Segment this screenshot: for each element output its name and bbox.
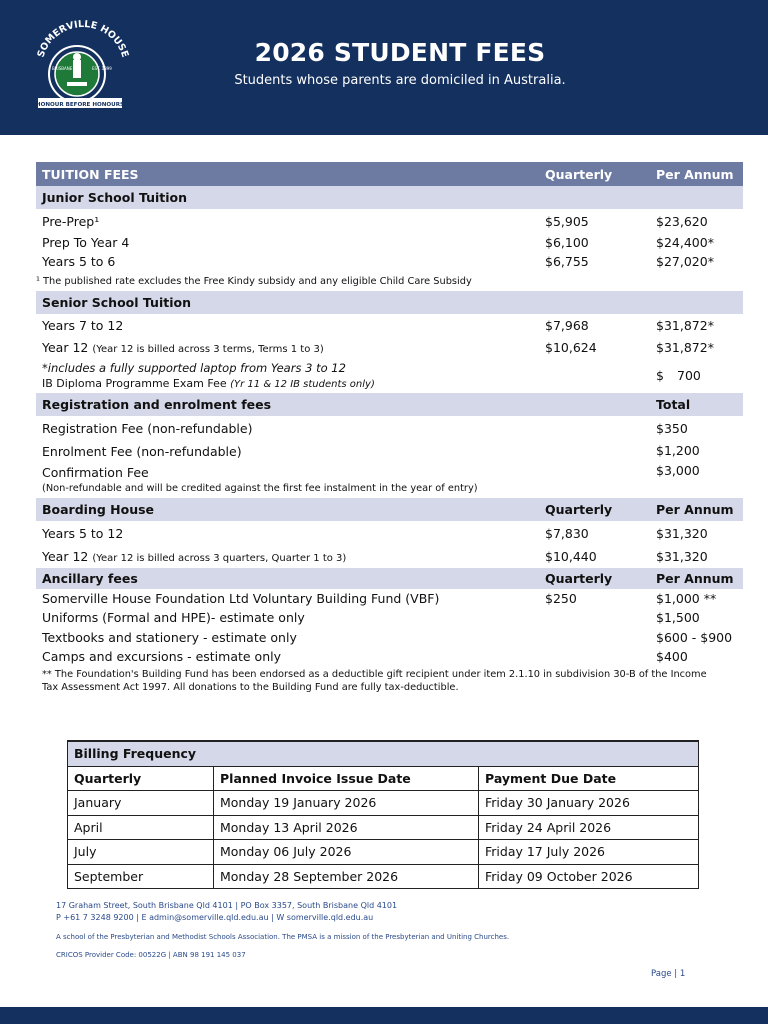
fee-annum: $24,400*: [656, 235, 714, 250]
billing-col-quarterly: Quarterly: [74, 770, 142, 786]
table-row: [68, 864, 698, 889]
section-title: Senior School Tuition: [42, 295, 191, 310]
fee-row: [36, 589, 743, 609]
billing-due-date: Friday 09 October 2026: [485, 868, 633, 884]
fee-quarterly: $6,755: [545, 254, 589, 269]
tuition-fees-heading: TUITION FEES: [42, 167, 139, 182]
fee-quarterly: $5,905: [545, 214, 589, 229]
fee-row: [36, 648, 743, 668]
fee-label: Pre-Prep¹: [42, 214, 100, 229]
fee-quarterly: $6,100: [545, 235, 589, 250]
fee-label: Years 5 to 6: [42, 254, 116, 269]
billing-due-date: Friday 30 January 2026: [485, 795, 630, 810]
fee-label-main: Year 12: [42, 340, 89, 355]
laptop-note: *includes a fully supported laptop from Years 3 to 12: [42, 361, 346, 375]
billing-issue-date: Monday 13 April 2026: [220, 819, 358, 835]
ib-row: [36, 358, 743, 393]
fee-row: [36, 232, 743, 252]
fee-quarterly: $7,968: [545, 318, 589, 333]
billing-issue-date: Monday 06 July 2026: [220, 844, 352, 859]
ib-label-detail: (Yr 11 & 12 IB students only): [230, 379, 375, 390]
senior-section-header: [36, 291, 743, 314]
billing-quarter: January: [74, 795, 122, 810]
section-title: Junior School Tuition: [42, 190, 188, 205]
footer-pmsa: A school of the Presbyterian and Methodist Schools Association. The PMSA is a mission of the Presbyterian and Uniting Churches.: [56, 933, 510, 941]
section-title: Boarding House: [42, 502, 155, 517]
ib-label: [42, 377, 375, 390]
ib-currency: $: [656, 368, 664, 383]
crest-top-text: SOMERVILLE HOUSE: [35, 18, 131, 59]
fee-row: [36, 209, 743, 232]
billing-quarter: April: [74, 819, 103, 835]
fee-row: [36, 629, 743, 648]
fee-annum: $31,320: [656, 549, 708, 564]
crest-ring-right: EST. 1899: [92, 66, 112, 71]
fee-row: [36, 544, 743, 568]
junior-section-header: [36, 186, 743, 209]
table-row: [68, 790, 698, 815]
billing-due-date: Friday 17 July 2026: [485, 844, 606, 859]
fee-label: Uniforms (Formal and HPE)- estimate only: [42, 610, 305, 625]
table-row: [68, 815, 698, 840]
ib-amount: 700: [677, 368, 701, 383]
note-row: [36, 668, 743, 696]
billing-due-date: Friday 24 April 2026: [485, 819, 612, 835]
billing-frequency-table: [67, 740, 699, 889]
fee-label: Prep To Year 4: [42, 235, 130, 250]
quarterly-heading: Quarterly: [545, 502, 613, 517]
table-row: [68, 839, 698, 864]
fee-label: Years 5 to 12: [42, 526, 124, 541]
fee-label: Textbooks and stationery - estimate only: [42, 630, 297, 645]
page-subtitle: Students whose parents are domiciled in Australia.: [234, 73, 566, 88]
note-row: [36, 480, 743, 498]
per-annum-heading: Per Annum: [656, 167, 734, 182]
fee-row: [36, 314, 743, 336]
fee-label: Camps and excursions - estimate only: [42, 649, 282, 664]
footer-bar: [0, 1007, 768, 1024]
section-title: Ancillary fees: [42, 571, 138, 586]
fee-label: [42, 549, 346, 564]
page-title: 2026 STUDENT FEES: [254, 38, 546, 67]
fee-label: Registration Fee (non-refundable): [42, 421, 253, 436]
footer-address: 17 Graham Street, South Brisbane Qld 4101 | PO Box 3357, South Brisbane Qld 4101: [56, 901, 398, 910]
fee-row: [36, 439, 743, 461]
per-annum-heading: Per Annum: [656, 502, 734, 517]
fee-row: [36, 521, 743, 544]
building-fund-note-line2: Tax Assessment Act 1997. All donations to the Building Fund are fully tax-deductible.: [42, 682, 459, 693]
fee-row: [36, 336, 743, 358]
crest-motto: HONOUR BEFORE HONOURS: [35, 102, 125, 108]
page-header: [0, 0, 768, 135]
billing-quarter: September: [74, 868, 144, 884]
fee-annum: $600 - $900: [656, 630, 733, 645]
fee-label-detail: (Year 12 is billed across 3 quarters, Quarter 1 to 3): [92, 553, 347, 564]
page-number: Page | 1: [651, 969, 686, 979]
fee-label: Somerville House Foundation Ltd Voluntary Building Fund (VBF): [42, 591, 440, 606]
fee-annum: $23,620: [656, 214, 708, 229]
fee-total: $350: [656, 421, 688, 436]
fee-total: $3,000: [656, 463, 700, 478]
billing-col-due-date: Payment Due Date: [485, 770, 617, 786]
footer-contact: P +61 7 3248 9200 | E admin@somerville.qld.edu.au | W somerville.qld.edu.au: [56, 913, 374, 922]
fee-quarterly: $10,624: [545, 340, 597, 355]
billing-issue-date: Monday 19 January 2026: [220, 795, 377, 810]
footer-cricos: CRICOS Provider Code: 00522G | ABN 98 191 145 037: [56, 951, 246, 959]
registration-section-header: [36, 393, 743, 416]
fees-table: [36, 162, 743, 696]
fee-row: [36, 416, 743, 439]
fee-row: [36, 461, 743, 480]
boarding-section-header: [36, 498, 743, 521]
billing-issue-date: Monday 28 September 2026: [220, 868, 399, 884]
fees-header-row: [36, 162, 743, 186]
crest-ring-left: BRISBANE: [52, 66, 73, 71]
fee-label: Years 7 to 12: [42, 318, 124, 333]
free-kindy-note: ¹ The published rate excludes the Free Kindy subsidy and any eligible Child Care Subsidy: [36, 276, 472, 287]
fee-label: [42, 340, 324, 355]
school-crest-icon: [30, 12, 136, 118]
fee-label: Enrolment Fee (non-refundable): [42, 444, 242, 459]
fee-annum: $400: [656, 649, 688, 664]
fee-label-detail: (Year 12 is billed across 3 terms, Terms 1 to 3): [92, 344, 324, 355]
section-title: Registration and enrolment fees: [42, 397, 272, 412]
billing-title-row: [68, 741, 698, 766]
billing-title: Billing Frequency: [74, 746, 197, 761]
building-fund-note-line1: ** The Foundation's Building Fund has been endorsed as a deductible gift recipient under item 2.1.10 in subdivision 30-B of the Income: [42, 669, 707, 680]
fee-annum: $1,500: [656, 610, 700, 625]
fee-quarterly: $7,830: [545, 526, 589, 541]
billing-col-issue-date: Planned Invoice Issue Date: [220, 770, 411, 786]
quarterly-heading: Quarterly: [545, 167, 613, 182]
fee-label: Confirmation Fee: [42, 465, 149, 480]
total-heading: Total: [656, 397, 691, 412]
quarterly-heading: Quarterly: [545, 571, 613, 586]
ancillary-section-header: [36, 568, 743, 589]
note-row: [36, 272, 743, 291]
fee-annum: $1,000 **: [656, 591, 717, 606]
fee-quarterly: $10,440: [545, 549, 597, 564]
fee-total: $1,200: [656, 443, 700, 458]
ib-label-main: IB Diploma Programme Exam Fee: [42, 377, 227, 390]
fee-row: [36, 252, 743, 272]
confirmation-note: (Non-refundable and will be credited against the first fee instalment in the year of entry): [42, 483, 478, 494]
billing-header-row: [68, 766, 698, 791]
per-annum-heading: Per Annum: [656, 571, 734, 586]
fee-annum: $31,872*: [656, 340, 714, 355]
billing-quarter: July: [74, 844, 97, 859]
fee-annum: $31,872*: [656, 318, 714, 333]
fee-quarterly: $250: [545, 591, 577, 606]
fee-annum: $27,020*: [656, 254, 714, 269]
fee-annum: $31,320: [656, 526, 708, 541]
fee-label-main: Year 12: [42, 549, 89, 564]
fee-row: [36, 609, 743, 629]
